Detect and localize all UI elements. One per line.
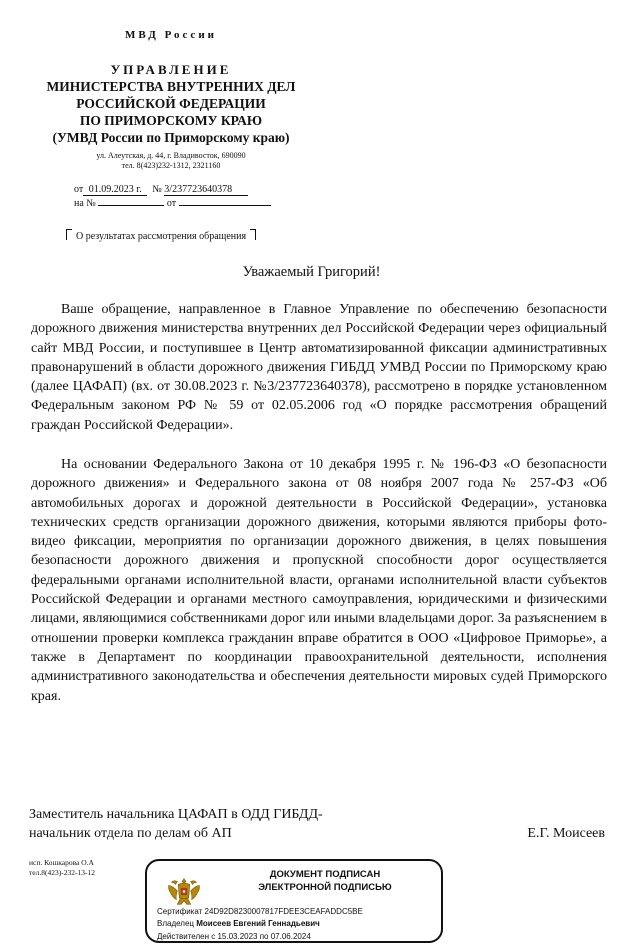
paragraph-text: Ваше обращение, направленное в Главное Управление по обеспечению безопасности дорожного движения министерства внутренних дел Российской Федерации через официальный сайт МВД России, и поступившее в Центр автоматизированной фиксации административных правонарушений в области дорожного движения ГИБДД УМВД России по Приморскому краю (далее ЦАФАП) (вх. от 30.08.2023 г. №3/237723640378), рассмотрено в порядке установленном Федеральным законом РФ № 59 от 02.05.2006 год «О порядке рассмотрения обращений граждан Российской Федерации». (31, 302, 607, 433)
executor-info (29, 858, 95, 878)
department-line: МИНИСТЕРСТВА ВНУТРЕННИХ ДЕЛ (46, 79, 296, 94)
body-paragraph (31, 300, 607, 435)
reference-line (74, 198, 271, 209)
corner-bracket-right-icon (250, 229, 256, 240)
corner-bracket-left-icon (66, 229, 72, 240)
ref-label: на № (74, 198, 96, 209)
registration-number: 3/237723640378 (164, 184, 248, 196)
position-line: Заместитель начальника ЦАФАП в ОДД ГИБДД- (29, 807, 323, 822)
ref-date-blank (179, 205, 271, 206)
department-title: УПРАВЛЕНИЕ (110, 62, 232, 77)
owner-label: Владелец (157, 919, 195, 928)
validity-line: Действителен с 15.03.2023 по 07.06.2024 (157, 932, 311, 941)
subject-text: О результатах рассмотрения обращения (76, 231, 247, 242)
signatory-name: Е.Г. Моисеев (527, 826, 605, 841)
stamp-title-line: ДОКУМЕНТ ПОДПИСАН (269, 869, 381, 880)
department-line: РОССИЙСКОЙ ФЕДЕРАЦИИ (76, 96, 266, 111)
owner-value: Моисеев Евгений Геннадьевич (196, 919, 320, 928)
registration-line (74, 184, 248, 196)
ref-number-blank (98, 205, 164, 206)
greeting: Уважаемый Григорий! (242, 264, 381, 280)
electronic-signature-stamp (145, 859, 443, 943)
executor-phone: тел.8(423)-232-13-12 (29, 868, 95, 877)
body-paragraph (31, 455, 607, 706)
registration-date: 01.09.2023 г. (83, 184, 147, 196)
double-headed-eagle-icon (165, 873, 203, 911)
stamp-title-line: ЭЛЕКТРОННОЙ ПОДПИСЬЮ (258, 882, 392, 893)
ministry-name: МВД России (124, 29, 217, 41)
stamp-title (207, 868, 443, 894)
certificate-label: Сертификат (157, 907, 203, 916)
department-line: ПО ПРИМОРСКОМУ КРАЮ (79, 113, 263, 128)
ref-from-label: от (166, 198, 177, 209)
department-abbreviation: (УМВД России по Приморскому краю) (52, 130, 290, 145)
from-label: от (74, 184, 84, 195)
executor-name: исп. Кошкарова О.А (29, 858, 94, 867)
certificate-value: 24D92D8230007817FDEE3CEAFADDC5BE (204, 907, 363, 916)
position-line: начальник отдела по делам об АП (29, 826, 232, 841)
paragraph-text: На основании Федерального Закона от 10 декабря 1995 г. № 196-ФЗ «О безопасности дорожного движения» и Федерального закона от 08 ноября 2007 года № 257-ФЗ «Об автомобильных дорогах и дорожной деятельности в Российской Федерации», установка технических средств организации дорожного движения, которыми являются приборы фото-видео фиксации, мероприятия по организации дорожного движения, в целях повышения безопасности дорожного движения и пропускной способности дорог осуществляется федеральными органами исполнительной власти, органами исполнительной власти субъектов Российской Федерации и органами местного самоуправления, юридическими и физическими лицами, являющимися собственниками дорог или иными владельцами дорог. За разъяснением в отношении проверки комплекса гражданин вправе обратится в ООО «Цифровое Приморье», а также в Департамент по координации правоохранительной деятельности, исполнения административного законодательства и обеспечения деятельности мировых судей Приморского края. (31, 457, 607, 704)
number-label: № (152, 184, 162, 195)
owner-line (157, 919, 320, 928)
subject-line (66, 229, 256, 242)
address-line: ул. Алеутская, д. 44, г. Владивосток, 690090 (96, 151, 246, 160)
signatory-position (29, 805, 323, 843)
certificate-line (157, 907, 363, 916)
letterhead-contacts (30, 151, 312, 171)
department-name (30, 78, 312, 146)
phone-line: тел. 8(423)232-1312, 2321160 (121, 161, 221, 170)
